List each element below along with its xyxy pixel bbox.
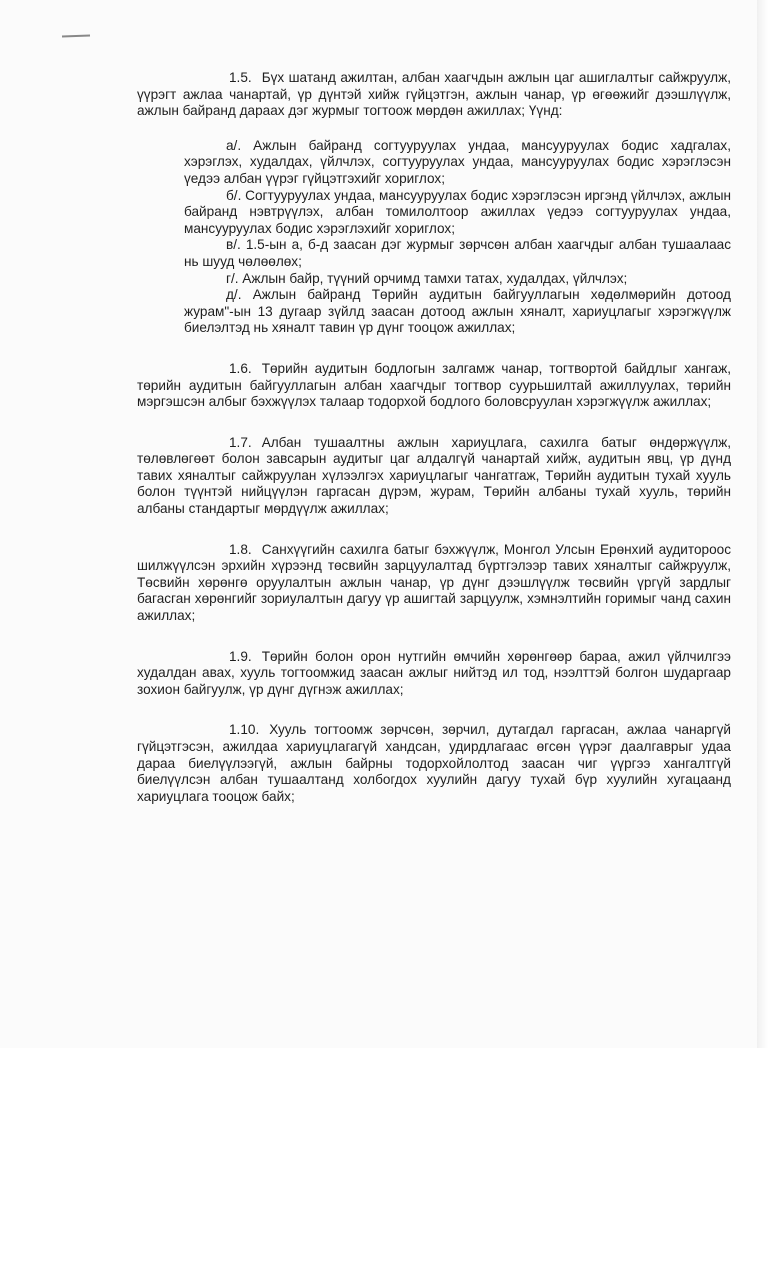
section-text: Төрийн болон орон нутгийн өмчийн хөрөнгөөр бараа, ажил үйлчилгээ худалдан авах, хууль тогтоомжид заасан ажлыг нийтэд ил тод, нээлттэй болгон шударгаар зохион байгуулж, үр дүнг дүгнэж ажиллах; [137, 648, 731, 697]
section-number: 1.7. [229, 434, 252, 450]
list-item-a: а/. Ажлын байранд согтууруулах ундаа, мансууруулах бодис хадгалах, хэрэглэх, худалдах, үйлчлэх, согтууруулах ундаа, мансууруулах бодис хэрэглэсэн үедээ албан үүрэг гүйцэтгэхийг хориглох; [184, 137, 731, 186]
scan-edge [757, 0, 768, 1048]
document-body [137, 70, 731, 829]
section-1-9 [137, 649, 731, 699]
section-1-5 [137, 70, 731, 120]
section-number: 1.9. [229, 648, 252, 664]
section-text: Албан тушаалтны ажлын хариуцлага, сахилга батыг өндөржүүлж, төлөвлөгөөт болон завсарын аудитыг цаг алдалгүй чанартай хийж, аудитын явц, үр дүнд тавих хяналтыг сайжруулан хүлээлгэх хариуцлагыг чангатгаж, Төрийн аудитын тухай хууль болон түүнтэй нийцүүлэн гаргасан дүрэм, журам, Төрийн албаны тухай хууль, төрийн албаны стандартыг мөрдүүлж ажиллах; [137, 434, 731, 517]
list-item-d: д/. Ажлын байранд Төрийн аудитын байгууллагын хөдөлмөрийн дотоод журам"-ын 13 дугаар зүйлд заасан дотоод ажлын хяналт, хариуцлагыг хэрэгжүүлж биелэлтэд нь хяналт тавин үр дүнг тооцож ажиллах; [184, 287, 731, 336]
section-number: 1.8. [229, 541, 252, 557]
section-number: 1.5. [229, 70, 252, 85]
section-1-7 [137, 435, 731, 518]
list-item-v: в/. 1.5-ын а, б-д заасан дэг журмыг зөрчсөн албан хаагчдыг албан тушаалаас нь шууд чөлөөлөх; [184, 237, 731, 269]
section-number: 1.6. [229, 360, 252, 376]
section-text: Санхүүгийн сахилга батыг бэхжүүлж, Монгол Улсын Ерөнхий аудитороос шилжүүлсэн эрхийн хүрээнд төсвийн зарцуулалтад бүртгэлээр тавих хяналтыг сайжруулж, Төсвийн хөрөнгө оруулалтын ажлын чанар, үр дүнг дээшлүүлж төсвийн үргүй зардлыг багасган хөрөнгийг зориулалтын дагуу үр ашигтай зарцуулж, хэмнэлтийн горимыг чанд сахин ажиллах; [137, 541, 731, 624]
section-text: Бүх шатанд ажилтан, албан хаагчдын ажлын цаг ашиглалтыг сайжруулж, үүрэгт ажлаа чанартай, үр дүнтэй хийж гүйцэтгэн, ажлын чанар, үр өгөөжийг дээшлүүлж, ажлын байранд дараах дэг журмыг тогтоож мөрдөн ажиллах; Үүнд: [137, 70, 731, 119]
section-1-10 [137, 722, 731, 805]
section-1-6 [137, 361, 731, 411]
section-number: 1.10. [229, 722, 260, 738]
section-text: Хууль тогтоомж зөрчсөн, зөрчил, дутагдал гаргасан, ажлаа чанаргүй гүйцэтгэсэн, ажилдаа хариуцлагагүй хандсан, удирдлагаас өгсөн үүрэг даалгаврыг удаа дараа биелүүлээгүй, ажлын байрны тодорхойлолтод заасан чиг үүргээ хангалтгүй биелүүлсэн албан тушаалтанд холбогдох хуулийн дагуу тухай бүр хуулийн хугацаанд хариуцлага тооцож байх; [137, 722, 731, 804]
section-1-5-items [184, 138, 731, 337]
section-text: Төрийн аудитын бодлогын залгамж чанар, тогтвортой байдлыг хангаж, төрийн аудитын байгууллагын албан хаагчдыг тогтвор суурьшилтай ажиллуулах, төрийн мэргэшсэн албыг бэхжүүлэх талаар тодорхой бодлого боловсруулан хэрэгжүүлж ажиллах; [137, 360, 731, 410]
section-1-8 [137, 542, 731, 625]
list-item-b: б/. Согтууруулах ундаа, мансууруулах бодис хэрэглэсэн иргэнд үйлчлэх, ажлын байранд нэвтрүүлэх, албан томилолтоор ажиллах үедээ согтууруулах ундаа, мансууруулах бодис хэрэглэхийг хориглох; [184, 187, 731, 236]
list-item-g: г/. Ажлын байр, түүний орчимд тамхи татах, худалдах, үйлчлэх; [226, 270, 628, 286]
